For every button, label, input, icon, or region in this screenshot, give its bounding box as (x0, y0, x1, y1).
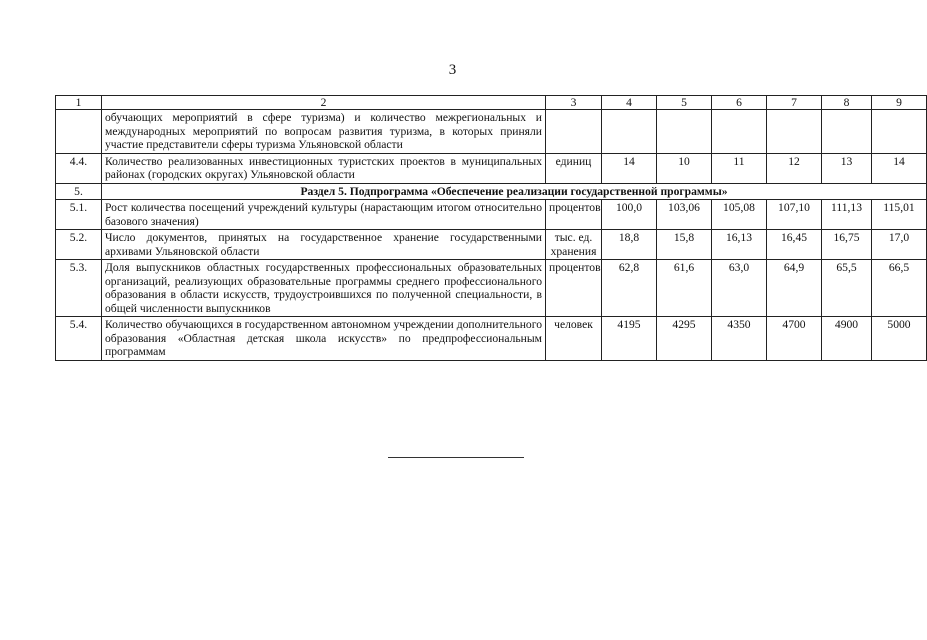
value-cell: 15,8 (657, 230, 712, 260)
header-cell: 3 (546, 96, 602, 110)
header-cell: 5 (657, 96, 712, 110)
value-cell: 11 (712, 153, 767, 183)
header-cell: 9 (872, 96, 927, 110)
indicator-description: Количество реализованных инвестиционных туристских проектов в муниципальных районах (городских округах) Ульяновской области (102, 153, 546, 183)
indicator-description: Рост количества посещений учреждений культуры (нарастающим итогом относительно базового значения) (102, 200, 546, 230)
value-cell: 4195 (602, 317, 657, 361)
value-cell: 63,0 (712, 260, 767, 317)
table-row (56, 153, 927, 183)
value-cell: 65,5 (822, 260, 872, 317)
table-row (56, 200, 927, 230)
value-cell: 115,01 (872, 200, 927, 230)
value-cell: 103,06 (657, 200, 712, 230)
value-cell: 64,9 (767, 260, 822, 317)
indicator-description: Число документов, принятых на государственное хранение государственными архивами Ульяновской области (102, 230, 546, 260)
value-cell: 17,0 (872, 230, 927, 260)
header-cell: 8 (822, 96, 872, 110)
value-cell (657, 110, 712, 154)
section-title: Раздел 5. Подпрограмма «Обеспечение реализации государственной программы» (102, 183, 927, 200)
table-row (56, 110, 927, 154)
value-cell: 4900 (822, 317, 872, 361)
value-cell: 13 (822, 153, 872, 183)
unit-cell: процентов (546, 200, 602, 230)
value-cell (712, 110, 767, 154)
header-cell: 6 (712, 96, 767, 110)
value-cell: 62,8 (602, 260, 657, 317)
value-cell: 16,13 (712, 230, 767, 260)
indicator-description: Доля выпускников областных государственных профессиональных образовательных организаций, реализующих образовательные программы среднего профессионального образования в области искусств, трудоустроившихся по полученной специальности, в общей численности выпускников (102, 260, 546, 317)
value-cell: 18,8 (602, 230, 657, 260)
header-cell: 2 (102, 96, 546, 110)
value-cell: 66,5 (872, 260, 927, 317)
value-cell: 16,45 (767, 230, 822, 260)
row-number: 5.3. (56, 260, 102, 317)
unit-cell: тыс. ед. хранения (546, 230, 602, 260)
value-cell: 12 (767, 153, 822, 183)
value-cell: 4295 (657, 317, 712, 361)
value-cell: 4700 (767, 317, 822, 361)
header-cell: 7 (767, 96, 822, 110)
value-cell (872, 110, 927, 154)
row-number: 5.2. (56, 230, 102, 260)
value-cell (602, 110, 657, 154)
page-number: 3 (448, 62, 457, 78)
row-number: 4.4. (56, 153, 102, 183)
value-cell (822, 110, 872, 154)
value-cell: 61,6 (657, 260, 712, 317)
table-row (56, 260, 927, 317)
value-cell: 14 (602, 153, 657, 183)
indicators-table (55, 95, 927, 361)
row-number (56, 110, 102, 154)
unit-cell: человек (546, 317, 602, 361)
header-cell: 4 (602, 96, 657, 110)
value-cell: 14 (872, 153, 927, 183)
row-number: 5.4. (56, 317, 102, 361)
unit-cell: процентов (546, 260, 602, 317)
value-cell: 100,0 (602, 200, 657, 230)
table-row (56, 317, 927, 361)
value-cell: 4350 (712, 317, 767, 361)
value-cell: 16,75 (822, 230, 872, 260)
value-cell: 5000 (872, 317, 927, 361)
unit-cell: единиц (546, 153, 602, 183)
row-number: 5.1. (56, 200, 102, 230)
closing-divider (388, 457, 524, 458)
indicator-description: обучающих мероприятий в сфере туризма) и количество межрегиональных и международных мероприятий по вопросам развития туризма, в которых приняли участие представители сферы туризма Ульяновской области (102, 110, 546, 154)
table-row (56, 230, 927, 260)
value-cell: 105,08 (712, 200, 767, 230)
value-cell: 111,13 (822, 200, 872, 230)
value-cell (767, 110, 822, 154)
indicator-description: Количество обучающихся в государственном автономном учреждении дополнительного образования «Областная детская школа искусств» по предпрофессиональным программам (102, 317, 546, 361)
table-header-row (56, 96, 927, 110)
header-cell: 1 (56, 96, 102, 110)
section-row (56, 183, 927, 200)
section-number: 5. (56, 183, 102, 200)
value-cell: 107,10 (767, 200, 822, 230)
unit-cell (546, 110, 602, 154)
value-cell: 10 (657, 153, 712, 183)
